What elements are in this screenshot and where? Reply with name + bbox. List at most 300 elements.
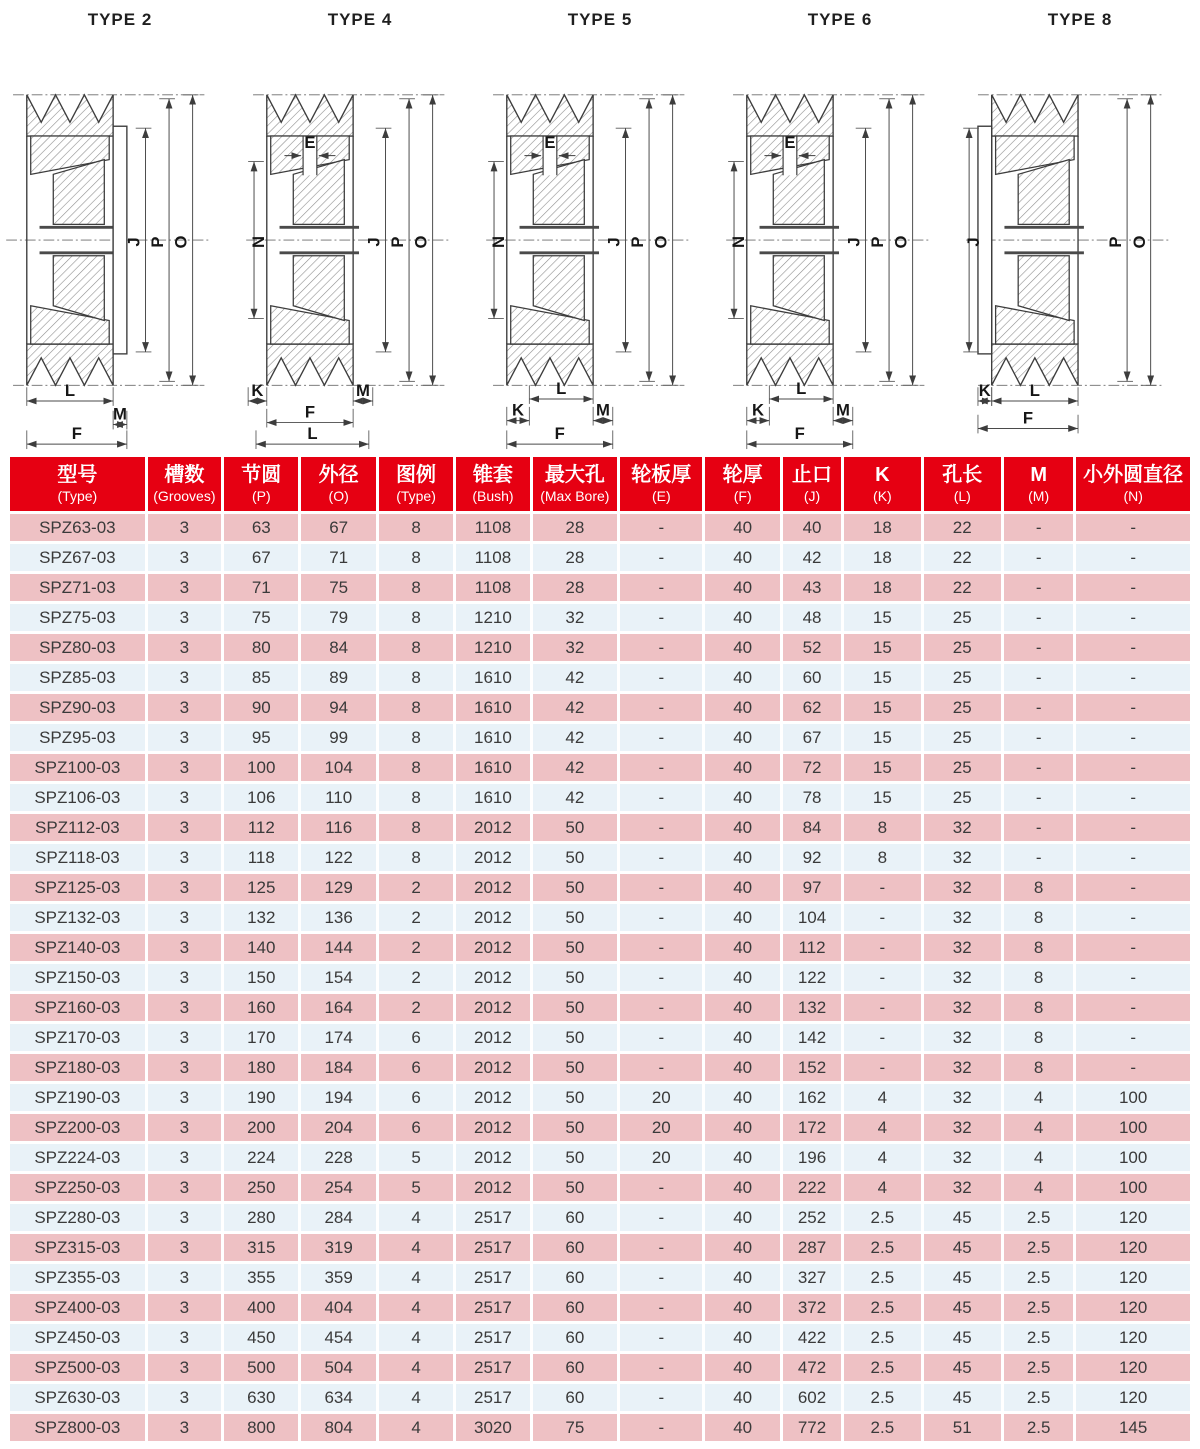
- value-cell: 2012: [456, 1144, 529, 1171]
- model-cell: SPZ95-03: [10, 724, 145, 751]
- model-cell: SPZ125-03: [10, 874, 145, 901]
- dim-label-e: E: [784, 132, 796, 152]
- column-header-en: (K): [873, 488, 892, 504]
- value-cell: 71: [301, 544, 375, 571]
- column-header: [844, 457, 920, 511]
- value-cell: 120: [1076, 1354, 1190, 1381]
- value-cell: 422: [783, 1324, 841, 1351]
- value-cell: 60: [533, 1324, 617, 1351]
- value-cell: 3: [148, 1024, 221, 1051]
- table-row: [10, 844, 1190, 871]
- value-cell: 25: [924, 634, 1001, 661]
- value-cell: -: [1076, 874, 1190, 901]
- value-cell: 4: [844, 1114, 920, 1141]
- value-cell: 319: [301, 1234, 375, 1261]
- model-cell: SPZ85-03: [10, 664, 145, 691]
- value-cell: 4: [1004, 1084, 1073, 1111]
- column-header-zh: 型号: [57, 464, 98, 486]
- diagram-type-2: [0, 2, 240, 454]
- table-row: [10, 814, 1190, 841]
- value-cell: 84: [783, 814, 841, 841]
- model-cell: SPZ170-03: [10, 1024, 145, 1051]
- value-cell: 42: [533, 724, 617, 751]
- model-cell: SPZ500-03: [10, 1354, 145, 1381]
- value-cell: -: [620, 1294, 702, 1321]
- dim-label: P: [1106, 236, 1126, 248]
- value-cell: 287: [783, 1234, 841, 1261]
- value-cell: 136: [301, 904, 375, 931]
- value-cell: -: [620, 1174, 702, 1201]
- column-header-zh: 槽数: [164, 464, 205, 486]
- value-cell: 40: [705, 1234, 779, 1261]
- value-cell: 359: [301, 1264, 375, 1291]
- model-cell: SPZ75-03: [10, 604, 145, 631]
- value-cell: 4: [844, 1144, 920, 1171]
- value-cell: -: [620, 754, 702, 781]
- value-cell: 40: [705, 814, 779, 841]
- value-cell: 100: [1076, 1174, 1190, 1201]
- value-cell: 2: [379, 904, 453, 931]
- value-cell: 2: [379, 934, 453, 961]
- table-row: [10, 784, 1190, 811]
- value-cell: 100: [1076, 1144, 1190, 1171]
- column-header-en: (Type): [57, 488, 98, 504]
- dim-label: J: [124, 237, 144, 247]
- pulley-cross-section-drawing: [480, 34, 720, 452]
- value-cell: 2.5: [844, 1384, 920, 1411]
- table-row: [10, 1324, 1190, 1351]
- value-cell: -: [1076, 814, 1190, 841]
- pulley-cross-section-drawing: [960, 34, 1200, 452]
- value-cell: 80: [224, 634, 298, 661]
- model-cell: SPZ200-03: [10, 1114, 145, 1141]
- value-cell: 150: [224, 964, 298, 991]
- dim-label: P: [148, 236, 168, 248]
- value-cell: 152: [783, 1054, 841, 1081]
- value-cell: 2.5: [844, 1234, 920, 1261]
- column-header: [533, 457, 617, 511]
- value-cell: 4: [379, 1234, 453, 1261]
- value-cell: 40: [705, 574, 779, 601]
- diagram-type-8: [960, 2, 1200, 454]
- column-header-zh: 轮板厚: [631, 464, 692, 486]
- dim-label: L: [556, 379, 567, 399]
- value-cell: 184: [301, 1054, 375, 1081]
- value-cell: 2517: [456, 1324, 529, 1351]
- value-cell: 6: [379, 1024, 453, 1051]
- model-cell: SPZ400-03: [10, 1294, 145, 1321]
- value-cell: 50: [533, 844, 617, 871]
- value-cell: 32: [924, 1084, 1001, 1111]
- diagram-title: TYPE 8: [1047, 10, 1113, 29]
- value-cell: 125: [224, 874, 298, 901]
- model-cell: SPZ800-03: [10, 1414, 145, 1441]
- value-cell: -: [1076, 544, 1190, 571]
- value-cell: 18: [844, 574, 920, 601]
- model-cell: SPZ180-03: [10, 1054, 145, 1081]
- value-cell: -: [620, 1054, 702, 1081]
- value-cell: 8: [379, 814, 453, 841]
- value-cell: 40: [705, 544, 779, 571]
- value-cell: 2.5: [844, 1354, 920, 1381]
- table-row: [10, 754, 1190, 781]
- value-cell: 400: [224, 1294, 298, 1321]
- diagram-title: TYPE 2: [87, 10, 153, 29]
- value-cell: 3: [148, 904, 221, 931]
- value-cell: 60: [533, 1264, 617, 1291]
- value-cell: 196: [783, 1144, 841, 1171]
- model-cell: SPZ160-03: [10, 994, 145, 1021]
- column-header-zh: 止口: [792, 464, 833, 486]
- value-cell: 8: [1004, 964, 1073, 991]
- value-cell: 180: [224, 1054, 298, 1081]
- column-header: [301, 457, 375, 511]
- value-cell: 280: [224, 1204, 298, 1231]
- value-cell: 3: [148, 1054, 221, 1081]
- dim-label: M: [595, 400, 610, 420]
- value-cell: -: [620, 694, 702, 721]
- value-cell: 8: [379, 784, 453, 811]
- value-cell: -: [1004, 604, 1073, 631]
- model-cell: SPZ90-03: [10, 694, 145, 721]
- value-cell: 40: [705, 634, 779, 661]
- value-cell: 15: [844, 694, 920, 721]
- value-cell: 40: [705, 1204, 779, 1231]
- value-cell: 145: [1076, 1414, 1190, 1441]
- value-cell: 3: [148, 604, 221, 631]
- value-cell: 2.5: [1004, 1264, 1073, 1291]
- pulley-diagram-strip: [0, 0, 1200, 454]
- value-cell: 20: [620, 1114, 702, 1141]
- value-cell: 32: [924, 934, 1001, 961]
- value-cell: 200: [224, 1114, 298, 1141]
- value-cell: 4: [379, 1204, 453, 1231]
- value-cell: 20: [620, 1084, 702, 1111]
- value-cell: 3: [148, 814, 221, 841]
- value-cell: 2012: [456, 994, 529, 1021]
- value-cell: 22: [924, 574, 1001, 601]
- value-cell: 3: [148, 1294, 221, 1321]
- table-row: [10, 604, 1190, 631]
- value-cell: 472: [783, 1354, 841, 1381]
- value-cell: 95: [224, 724, 298, 751]
- value-cell: -: [1004, 754, 1073, 781]
- value-cell: 78: [783, 784, 841, 811]
- value-cell: 6: [379, 1084, 453, 1111]
- table-row: [10, 904, 1190, 931]
- value-cell: 45: [924, 1324, 1001, 1351]
- value-cell: -: [1076, 694, 1190, 721]
- value-cell: 116: [301, 814, 375, 841]
- value-cell: 3: [148, 844, 221, 871]
- dim-label: F: [1022, 408, 1034, 428]
- value-cell: 100: [1076, 1114, 1190, 1141]
- value-cell: 85: [224, 664, 298, 691]
- value-cell: 8: [379, 514, 453, 541]
- value-cell: -: [1004, 844, 1073, 871]
- value-cell: 3: [148, 1234, 221, 1261]
- value-cell: 100: [224, 754, 298, 781]
- value-cell: 75: [301, 574, 375, 601]
- value-cell: 99: [301, 724, 375, 751]
- table-row: [10, 1294, 1190, 1321]
- value-cell: -: [620, 784, 702, 811]
- value-cell: -: [1004, 694, 1073, 721]
- value-cell: -: [620, 544, 702, 571]
- value-cell: 3: [148, 1264, 221, 1291]
- value-cell: 140: [224, 934, 298, 961]
- value-cell: 2.5: [1004, 1234, 1073, 1261]
- spec-table: [7, 454, 1193, 1444]
- value-cell: 8: [379, 544, 453, 571]
- dim-label: F: [304, 402, 316, 422]
- value-cell: 3: [148, 994, 221, 1021]
- value-cell: 2012: [456, 904, 529, 931]
- value-cell: -: [1004, 634, 1073, 661]
- value-cell: 40: [705, 754, 779, 781]
- value-cell: 40: [705, 514, 779, 541]
- model-cell: SPZ80-03: [10, 634, 145, 661]
- dim-label-e: E: [304, 132, 316, 152]
- dim-label: M: [835, 400, 850, 420]
- value-cell: 2012: [456, 814, 529, 841]
- column-header: [924, 457, 1001, 511]
- dim-label: L: [1029, 381, 1040, 401]
- value-cell: 75: [224, 604, 298, 631]
- value-cell: 25: [924, 664, 1001, 691]
- value-cell: 3: [148, 634, 221, 661]
- model-cell: SPZ150-03: [10, 964, 145, 991]
- dim-label: K: [752, 400, 765, 420]
- value-cell: 8: [379, 724, 453, 751]
- value-cell: -: [620, 1264, 702, 1291]
- value-cell: 2.5: [844, 1204, 920, 1231]
- column-header-zh: 孔长: [942, 464, 983, 486]
- column-header-zh: 最大孔: [544, 464, 605, 486]
- value-cell: 8: [1004, 934, 1073, 961]
- value-cell: 40: [705, 1054, 779, 1081]
- column-header-en: (O): [328, 488, 349, 504]
- value-cell: 42: [533, 664, 617, 691]
- value-cell: -: [620, 904, 702, 931]
- value-cell: 67: [783, 724, 841, 751]
- value-cell: -: [620, 1024, 702, 1051]
- value-cell: 1610: [456, 784, 529, 811]
- value-cell: 40: [705, 604, 779, 631]
- value-cell: 42: [533, 784, 617, 811]
- value-cell: 4: [844, 1174, 920, 1201]
- value-cell: 32: [924, 1144, 1001, 1171]
- value-cell: 120: [1076, 1234, 1190, 1261]
- value-cell: 2012: [456, 1054, 529, 1081]
- column-header-en: (P): [251, 488, 271, 504]
- model-cell: SPZ100-03: [10, 754, 145, 781]
- value-cell: 118: [224, 844, 298, 871]
- value-cell: 3: [148, 874, 221, 901]
- value-cell: 32: [533, 604, 617, 631]
- value-cell: 142: [783, 1024, 841, 1051]
- value-cell: 3: [148, 694, 221, 721]
- value-cell: -: [844, 904, 920, 931]
- value-cell: 450: [224, 1324, 298, 1351]
- dim-label: O: [1129, 235, 1149, 249]
- value-cell: 40: [705, 1264, 779, 1291]
- value-cell: 112: [783, 934, 841, 961]
- table-row: [10, 574, 1190, 601]
- value-cell: 5: [379, 1144, 453, 1171]
- value-cell: -: [620, 964, 702, 991]
- value-cell: 32: [924, 874, 1001, 901]
- value-cell: 122: [301, 844, 375, 871]
- value-cell: -: [1076, 574, 1190, 601]
- value-cell: 3: [148, 664, 221, 691]
- column-header-en: (Type): [396, 488, 436, 504]
- dim-label: F: [794, 424, 805, 444]
- value-cell: 45: [924, 1204, 1001, 1231]
- value-cell: 120: [1076, 1204, 1190, 1231]
- table-row: [10, 1174, 1190, 1201]
- value-cell: 32: [924, 844, 1001, 871]
- value-cell: 40: [705, 1144, 779, 1171]
- value-cell: 8: [379, 754, 453, 781]
- value-cell: -: [844, 964, 920, 991]
- value-cell: 32: [924, 994, 1001, 1021]
- value-cell: -: [620, 574, 702, 601]
- value-cell: -: [1076, 664, 1190, 691]
- value-cell: 5: [379, 1174, 453, 1201]
- column-header-en: (E): [651, 488, 671, 504]
- model-cell: SPZ630-03: [10, 1384, 145, 1411]
- value-cell: -: [844, 994, 920, 1021]
- value-cell: 100: [1076, 1084, 1190, 1111]
- value-cell: 110: [301, 784, 375, 811]
- value-cell: 22: [924, 514, 1001, 541]
- value-cell: 45: [924, 1264, 1001, 1291]
- value-cell: 42: [533, 754, 617, 781]
- value-cell: 3: [148, 1324, 221, 1351]
- value-cell: 25: [924, 784, 1001, 811]
- dim-label: O: [891, 235, 911, 249]
- diagram-title: TYPE 6: [807, 10, 873, 29]
- value-cell: 40: [705, 904, 779, 931]
- value-cell: 3: [148, 574, 221, 601]
- value-cell: 32: [924, 904, 1001, 931]
- value-cell: 40: [705, 1324, 779, 1351]
- value-cell: 40: [783, 514, 841, 541]
- value-cell: 40: [705, 1174, 779, 1201]
- table-row: [10, 874, 1190, 901]
- value-cell: 18: [844, 544, 920, 571]
- value-cell: 2012: [456, 1114, 529, 1141]
- value-cell: 60: [533, 1234, 617, 1261]
- value-cell: 79: [301, 604, 375, 631]
- value-cell: 84: [301, 634, 375, 661]
- value-cell: 2.5: [1004, 1354, 1073, 1381]
- value-cell: 75: [533, 1414, 617, 1441]
- value-cell: 6: [379, 1054, 453, 1081]
- value-cell: -: [620, 814, 702, 841]
- dim-label: M: [355, 381, 370, 401]
- value-cell: 8: [379, 574, 453, 601]
- dim-label: F: [554, 424, 565, 444]
- value-cell: 15: [844, 634, 920, 661]
- value-cell: 40: [705, 1354, 779, 1381]
- value-cell: 4: [379, 1294, 453, 1321]
- value-cell: 94: [301, 694, 375, 721]
- value-cell: 90: [224, 694, 298, 721]
- value-cell: -: [1004, 724, 1073, 751]
- value-cell: 15: [844, 754, 920, 781]
- value-cell: -: [1076, 934, 1190, 961]
- value-cell: -: [1004, 664, 1073, 691]
- value-cell: 8: [1004, 1024, 1073, 1051]
- value-cell: 32: [924, 1054, 1001, 1081]
- value-cell: 355: [224, 1264, 298, 1291]
- value-cell: 3: [148, 784, 221, 811]
- model-cell: SPZ355-03: [10, 1264, 145, 1291]
- value-cell: 1610: [456, 664, 529, 691]
- table-row: [10, 1384, 1190, 1411]
- value-cell: 52: [783, 634, 841, 661]
- value-cell: -: [1076, 1024, 1190, 1051]
- table-row: [10, 1054, 1190, 1081]
- value-cell: 106: [224, 784, 298, 811]
- table-row: [10, 1204, 1190, 1231]
- table-row: [10, 1234, 1190, 1261]
- column-header-zh: 锥套: [472, 464, 513, 486]
- value-cell: 8: [1004, 874, 1073, 901]
- table-row: [10, 1114, 1190, 1141]
- dim-label: O: [171, 235, 191, 249]
- value-cell: 1610: [456, 694, 529, 721]
- value-cell: 2: [379, 964, 453, 991]
- value-cell: -: [620, 934, 702, 961]
- value-cell: -: [620, 1384, 702, 1411]
- value-cell: -: [844, 1054, 920, 1081]
- value-cell: -: [620, 514, 702, 541]
- model-cell: SPZ67-03: [10, 544, 145, 571]
- value-cell: 772: [783, 1414, 841, 1441]
- value-cell: 3: [148, 1084, 221, 1111]
- value-cell: 162: [783, 1084, 841, 1111]
- value-cell: 252: [783, 1204, 841, 1231]
- value-cell: -: [620, 994, 702, 1021]
- table-row: [10, 994, 1190, 1021]
- value-cell: 3: [148, 1204, 221, 1231]
- value-cell: 50: [533, 904, 617, 931]
- pulley-cross-section-drawing: [720, 34, 960, 452]
- value-cell: 40: [705, 1414, 779, 1441]
- model-cell: SPZ71-03: [10, 574, 145, 601]
- value-cell: 6: [379, 1114, 453, 1141]
- column-header-en: (N): [1123, 488, 1143, 504]
- value-cell: 32: [924, 814, 1001, 841]
- value-cell: 172: [783, 1114, 841, 1141]
- value-cell: 2: [379, 874, 453, 901]
- value-cell: -: [1076, 844, 1190, 871]
- value-cell: 3: [148, 544, 221, 571]
- model-cell: SPZ63-03: [10, 514, 145, 541]
- value-cell: 2012: [456, 1024, 529, 1051]
- value-cell: 40: [705, 1384, 779, 1411]
- diagram-title: TYPE 5: [567, 10, 633, 29]
- value-cell: -: [1076, 904, 1190, 931]
- value-cell: 170: [224, 1024, 298, 1051]
- value-cell: 45: [924, 1234, 1001, 1261]
- value-cell: 104: [783, 904, 841, 931]
- value-cell: 25: [924, 754, 1001, 781]
- value-cell: 40: [705, 874, 779, 901]
